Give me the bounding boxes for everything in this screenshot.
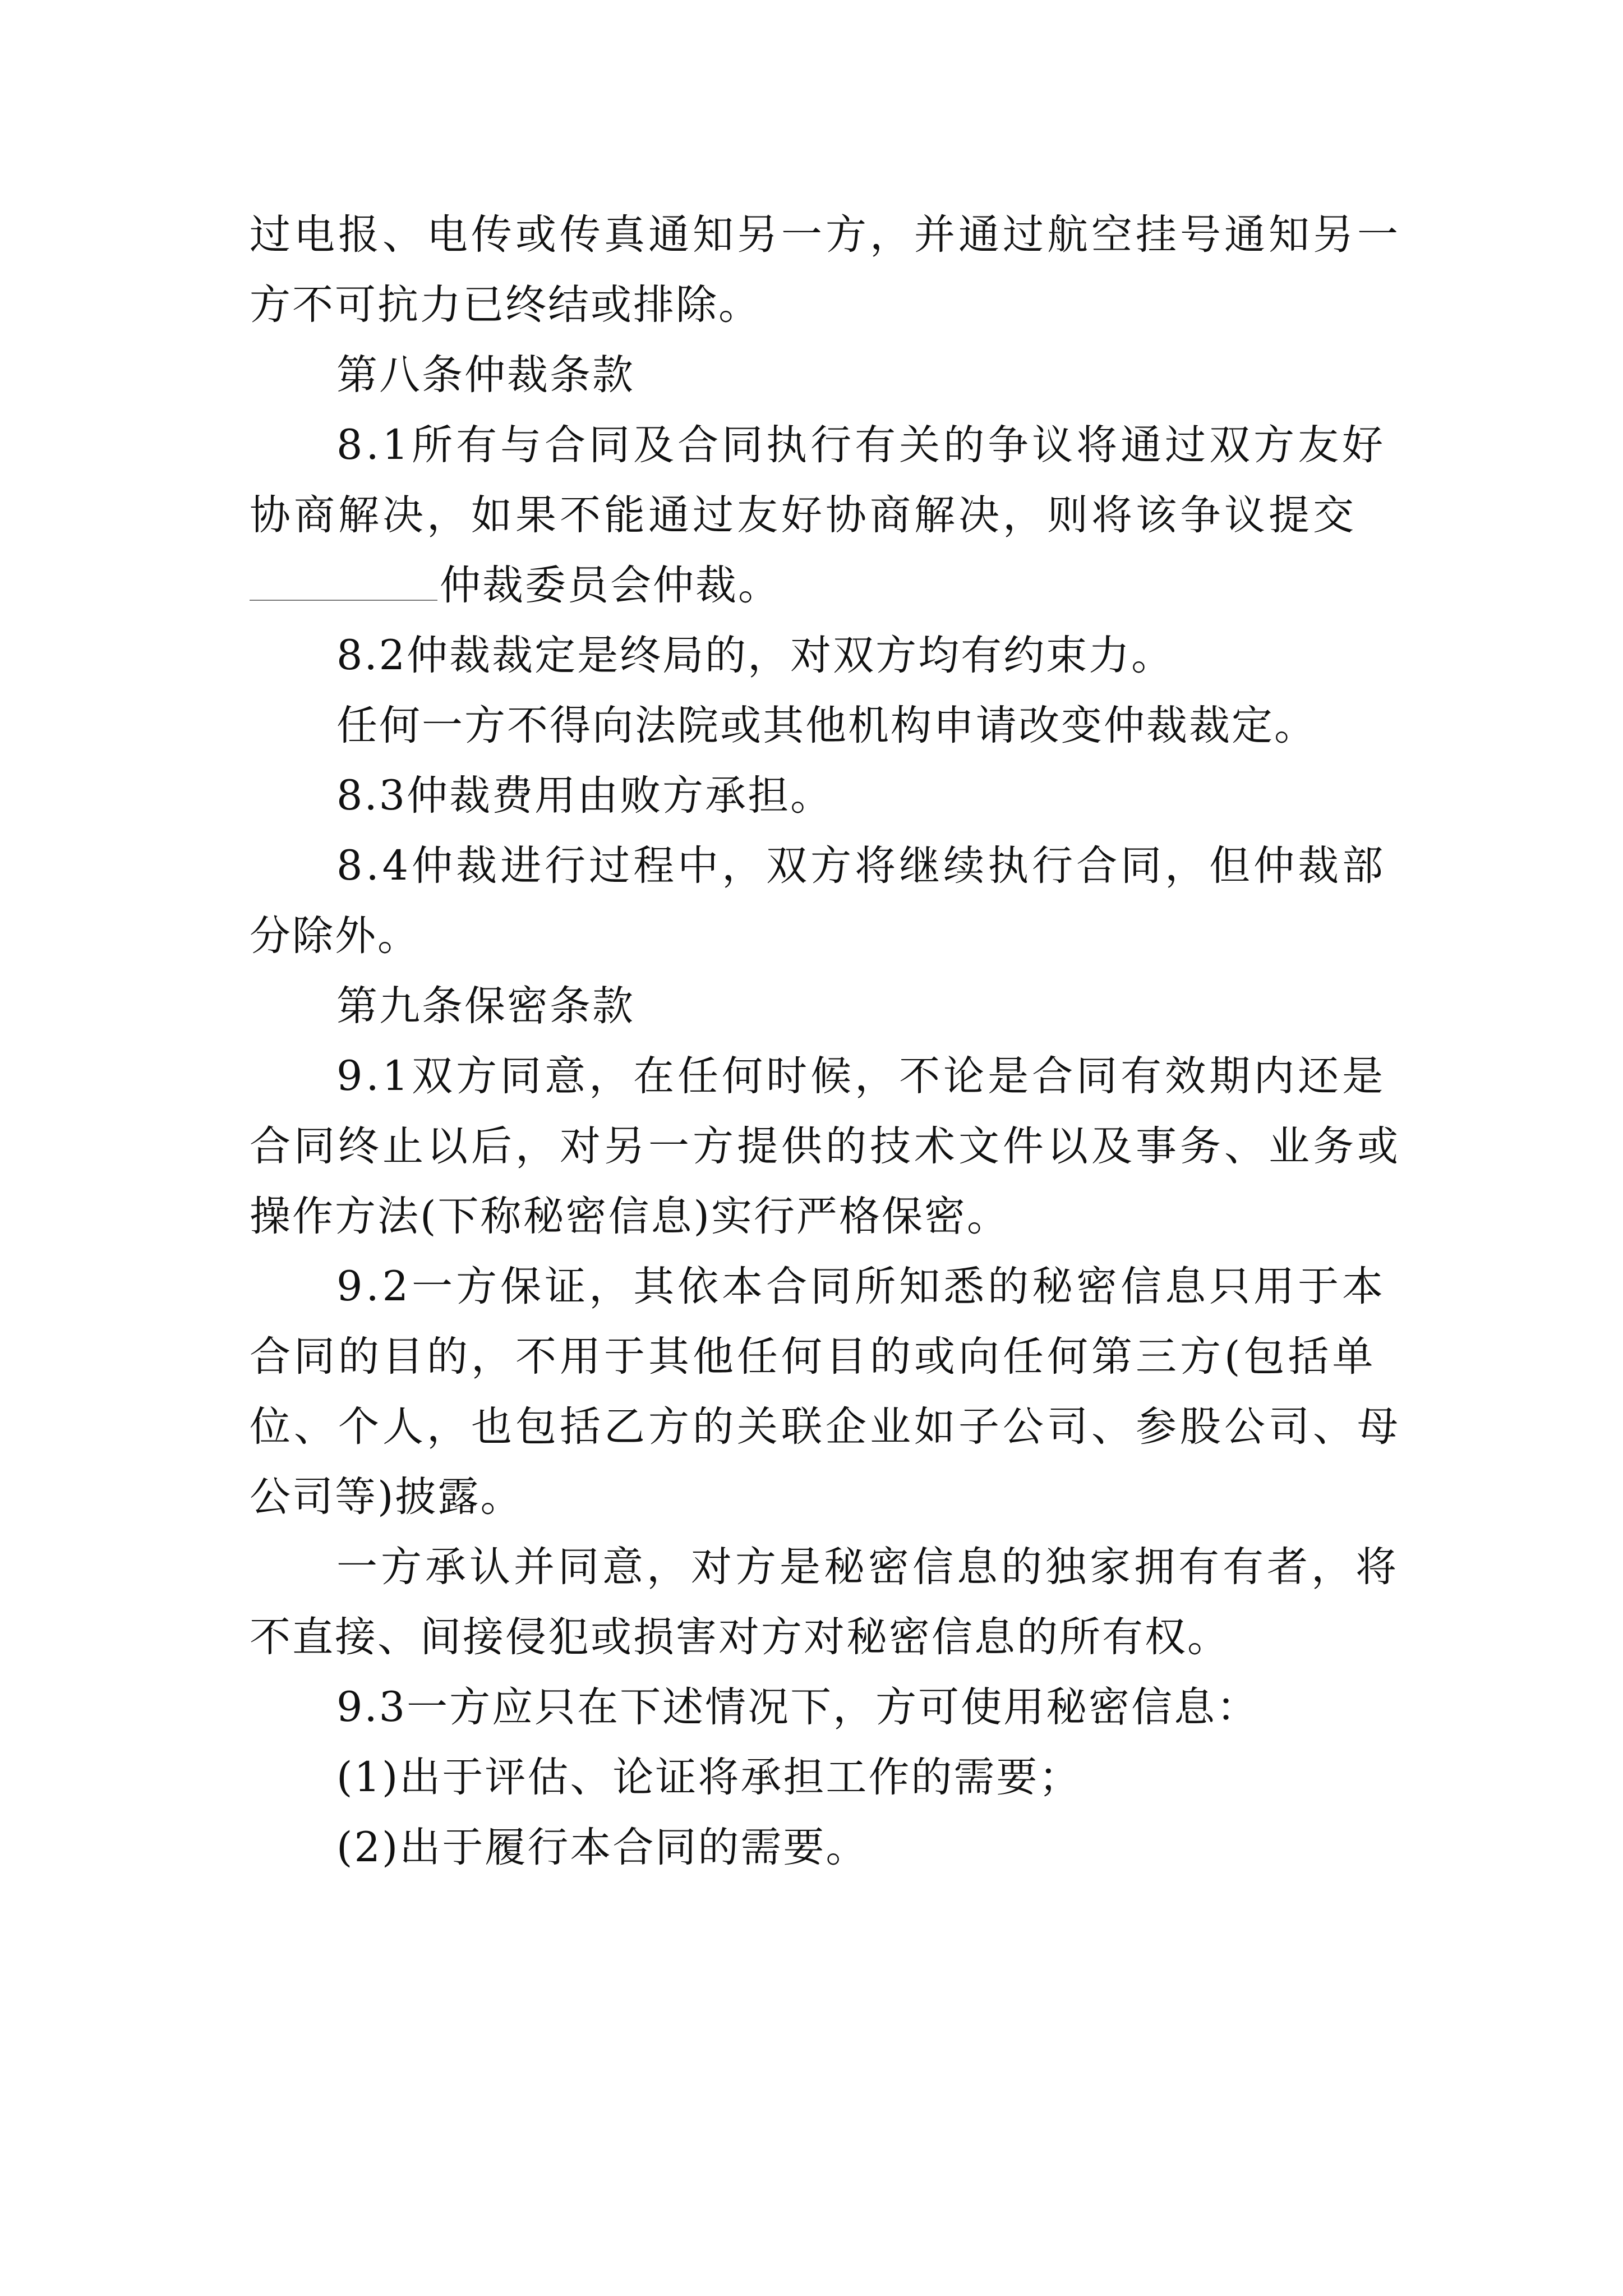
text-line-9: 8.3仲裁费用由败方承担。 [336, 772, 833, 820]
section-heading-8: 第八条仲裁条款 [336, 351, 635, 399]
text-line-15: 操作方法(下称秘密信息)实行严格保密。 [250, 1193, 1009, 1240]
text-line-7: 8.2仲裁裁定是终局的，对双方均有约束力。 [336, 632, 1174, 679]
text-line-2: 方不可抗力已终结或排除。 [250, 281, 761, 329]
text-line-20: 一方承认并同意，对方是秘密信息的独家拥有有者，将 [336, 1543, 1400, 1591]
text-line-11: 分除外。 [250, 912, 420, 960]
text-line-18: 位、个人，也包括乙方的关联企业如子公司、参股公司、母 [250, 1403, 1401, 1451]
text-line-17: 合同的目的，不用于其他任何目的或向任何第三方(包括单 [250, 1333, 1377, 1381]
text-line-6-label: 仲裁委员会仲裁。 [440, 562, 781, 609]
text-line-10: 8.4仲裁进行过程中，双方将继续执行合同，但仲裁部 [336, 842, 1387, 890]
text-line-14: 合同终止以后，对另一方提供的技术文件以及事务、业务或 [250, 1122, 1401, 1170]
fill-in-blank [250, 555, 437, 601]
text-line-16: 9.2一方保证，其依本合同所知悉的秘密信息只用于本 [336, 1263, 1387, 1310]
text-line-4: 8.1所有与合同及合同执行有关的争议将通过双方友好 [336, 421, 1387, 469]
text-line-8: 任何一方不得向法院或其他机构申请改变仲裁裁定。 [336, 702, 1317, 749]
list-item-1: (1)出于评估、论证将承担工作的需要； [336, 1754, 1082, 1801]
text-line-6 [250, 555, 781, 616]
text-line-21: 不直接、间接侵犯或损害对方对秘密信息的所有权。 [250, 1613, 1230, 1661]
text-line-19: 公司等)披露。 [250, 1473, 523, 1521]
text-line-13: 9.1双方同意，在任何时候，不论是合同有效期内还是 [336, 1052, 1387, 1100]
text-line-5: 协商解决，如果不能通过友好协商解决，则将该争议提交 [250, 491, 1357, 539]
text-line-1: 过电报、电传或传真通知另一方，并通过航空挂号通知另一 [250, 211, 1401, 259]
list-item-2: (2)出于履行本合同的需要。 [336, 1824, 869, 1871]
text-line-22: 9.3一方应只在下述情况下，方可使用秘密信息： [336, 1683, 1260, 1731]
section-heading-9: 第九条保密条款 [336, 982, 635, 1030]
